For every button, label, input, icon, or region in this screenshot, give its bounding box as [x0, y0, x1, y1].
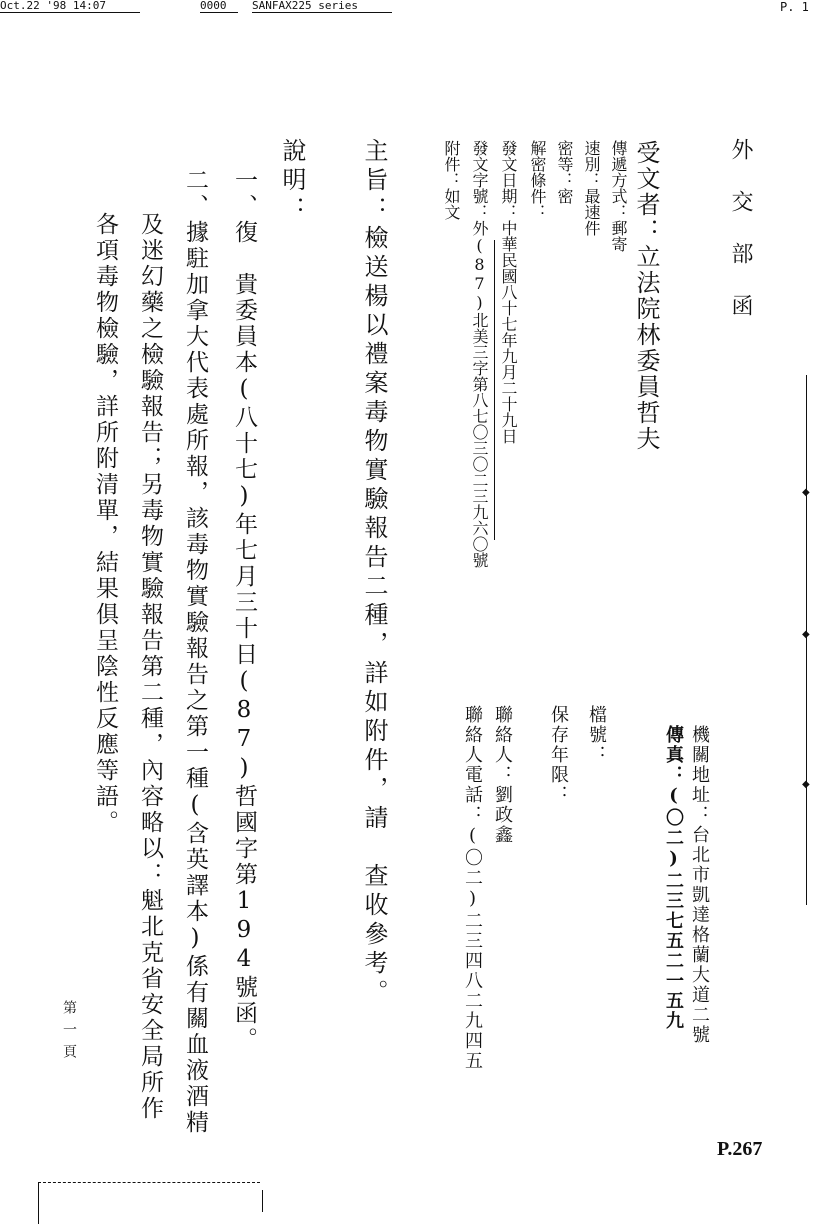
fax-number: 傳真：(〇二)二三七五二一五九 [663, 725, 684, 1031]
receiver-line: 受文者：立法院林委員哲夫 [632, 140, 660, 452]
binding-mark-bottom: ◆ [802, 779, 810, 790]
retention-period: 保存年限： [548, 705, 569, 805]
document-title: 外交部函 [728, 138, 753, 346]
fax-header [0, 0, 395, 14]
binding-mark-middle: ◆ [802, 629, 810, 640]
bottom-rule-left-tick [38, 1182, 39, 1224]
agency-address: 機關地址：台北市凱達格蘭大道二號 [689, 725, 710, 1045]
explanation-item-1: 一、復 貴委員本(八十七)年七月三十日(87)哲國字第194號函。 [231, 168, 257, 1053]
fax-machine: SANFAX225 series [252, 0, 392, 13]
binding-mark-top: ◆ [802, 487, 810, 498]
secrecy-level: 密等：密 [555, 140, 574, 204]
send-date: 發文日期：中華民國八十七年九月二十九日 [499, 140, 518, 444]
subject: 主旨：檢送楊以禮案毒物實驗報告二種，詳如附件，請 查收參考。 [360, 138, 388, 1008]
fax-code: 0000 [200, 0, 238, 13]
transmission-method: 傳遞方式：郵寄 [609, 140, 628, 252]
file-number: 檔號： [586, 705, 607, 765]
page-label: 第一頁 [61, 1000, 77, 1066]
bottom-rule [38, 1182, 260, 1183]
declassification-condition: 解密條件： [528, 140, 547, 220]
fax-page-corner: P. 1 [780, 0, 809, 14]
explanation-item-2-line-3: 各項毒物檢驗，詳所附清單，結果俱呈陰性反應等語。 [92, 212, 118, 836]
attachment: 附件：如文 [442, 140, 461, 220]
bottom-rule-right-tick [262, 1190, 263, 1212]
page-stamp: P.267 [717, 1138, 763, 1160]
speed-class: 速別：最速件 [582, 140, 601, 236]
contact-phone: 聯絡人電話：(〇二)二三四八二九四五 [462, 705, 483, 1071]
fax-datetime: Oct.22 '98 14:07 [0, 0, 140, 13]
binding-margin-line [806, 375, 807, 905]
send-number: 發文字號：外(87)北美三字第八七〇三〇二三九六〇號 [470, 140, 489, 568]
explanation-item-2-line-2: 及迷幻藥之檢驗報告；另毒物實驗報告第二種，內容略以：魁北克省安全局所作 [137, 212, 163, 1122]
explanation-item-2-line-1: 二、據駐加拿大代表處所報，該毒物實驗報告之第一種(含英譯本)係有關血液酒精 [182, 168, 208, 1136]
contact-person: 聯絡人：劉政鑫 [492, 705, 513, 845]
explanation-label: 說明： [278, 138, 306, 225]
